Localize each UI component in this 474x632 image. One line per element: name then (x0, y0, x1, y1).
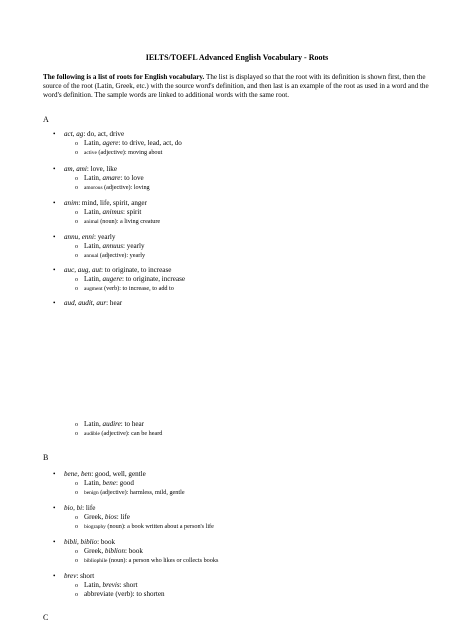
bullet-icon: • (53, 299, 56, 307)
source-language: Greek, (84, 513, 105, 521)
bullet-icon: • (53, 266, 56, 274)
page-title: IELTS/TOEFL Advanced English Vocabulary - Roots (145, 53, 329, 62)
root-line (64, 470, 146, 479)
example-definition: (adjective): moving about (96, 149, 163, 156)
source-language: Latin, (84, 174, 103, 182)
source-word: bios (104, 513, 117, 521)
source-definition: : short (119, 581, 138, 589)
circle-bullet-icon: o (75, 210, 78, 216)
section-heading-c: C (43, 613, 49, 622)
root-definition: : hear (106, 299, 123, 307)
circle-bullet-icon: o (75, 481, 78, 487)
circle-bullet-icon: o (75, 431, 78, 437)
root-definition: : to originate, to increase (101, 266, 172, 274)
root-term: bio, bi (64, 504, 83, 512)
root-term: bene, ben (64, 470, 92, 478)
example-definition: (verb): to shorten (113, 590, 165, 598)
circle-bullet-icon: o (75, 141, 78, 147)
source-language: Latin, (84, 420, 103, 428)
circle-bullet-icon: o (75, 549, 78, 555)
circle-bullet-icon: o (75, 176, 78, 182)
example-word-link[interactable]: benign (84, 490, 99, 496)
example-word-link[interactable]: augment (84, 286, 103, 292)
root-definition: : love, like (86, 165, 118, 173)
circle-bullet-icon: o (75, 219, 78, 225)
bullet-icon: • (53, 470, 56, 478)
bullet-icon: • (53, 504, 56, 512)
root-term: bibli, biblio (64, 538, 98, 546)
bullet-icon: • (53, 233, 56, 241)
root-definition: : life (82, 504, 96, 512)
source-word: agere (102, 139, 119, 147)
circle-bullet-icon: o (75, 524, 78, 530)
root-line (64, 572, 94, 581)
root-line (64, 233, 115, 242)
root-definition: : yearly (93, 233, 116, 241)
source-language: Latin, (84, 581, 103, 589)
example-definition: (noun): a book written about a person's life (105, 523, 214, 530)
section-heading-a: A (43, 115, 49, 124)
source-definition: : spirit (123, 208, 142, 216)
example-line (75, 183, 150, 193)
circle-bullet-icon: o (75, 185, 78, 191)
example-line (75, 522, 214, 532)
example-line (75, 429, 162, 439)
intro-paragraph (43, 73, 438, 100)
example-definition: (verb): to increase, to add to (102, 285, 174, 292)
example-line (75, 556, 218, 566)
circle-bullet-icon: o (75, 592, 78, 598)
source-word: brevis (102, 581, 120, 589)
root-definition: : do, act, drive (83, 130, 125, 138)
example-definition: (adjective): yearly (98, 252, 146, 259)
root-line (64, 504, 95, 513)
example-line (75, 284, 174, 294)
circle-bullet-icon: o (75, 422, 78, 428)
section-heading-b: B (43, 453, 49, 462)
circle-bullet-icon: o (75, 558, 78, 564)
source-definition: : to drive, lead, act, do (118, 139, 182, 147)
example-definition: (adjective): loving (102, 184, 150, 191)
circle-bullet-icon: o (75, 150, 78, 156)
circle-bullet-icon: o (75, 583, 78, 589)
source-definition: : to love (120, 174, 144, 182)
source-word: audire (102, 420, 121, 428)
root-definition: : book (97, 538, 116, 546)
source-language: Latin, (84, 208, 103, 216)
source-definition: : book (125, 547, 143, 555)
bullet-icon: • (53, 572, 56, 580)
example-line (75, 217, 160, 227)
example-definition: (adjective): harmless, mild, gentle (98, 489, 185, 496)
example-word-link[interactable]: biography (84, 524, 106, 530)
source-language: Greek, (84, 547, 105, 555)
root-term: act, ag (64, 130, 84, 138)
source-language: Latin, (84, 275, 103, 283)
example-line (75, 590, 165, 600)
root-term: aud, audit, aur (64, 299, 107, 307)
source-language: Latin, (84, 479, 103, 487)
root-line (64, 165, 117, 174)
bullet-icon: • (53, 130, 56, 138)
example-definition: (noun): a living creature (98, 218, 161, 225)
example-word-link[interactable]: audible (84, 431, 100, 437)
example-definition: (adjective): can be heard (99, 430, 163, 437)
example-word-link[interactable]: active (84, 150, 97, 156)
circle-bullet-icon: o (75, 515, 78, 521)
source-word: augere (102, 275, 122, 283)
bullet-icon: • (53, 199, 56, 207)
intro-bold: The following is a list of roots for English vocabulary. (43, 73, 205, 81)
source-definition: : life (116, 513, 130, 521)
bullet-icon: • (53, 165, 56, 173)
example-line (75, 148, 162, 158)
source-word: animus (102, 208, 124, 216)
root-line (64, 538, 115, 547)
source-word: biblion (104, 547, 125, 555)
intro-text: The list is displayed so that the root with its definition is shown first, then the source of the root (Latin, Greek, etc.) with the source word's definition, and then last is an example of the root as used in a word and the word's definition. The sample words are linked to additional words with the same root. (43, 73, 429, 99)
source-word: amare (102, 174, 121, 182)
example-line (75, 488, 185, 498)
source-definition: : to hear (120, 420, 145, 428)
root-term: brev (64, 572, 77, 580)
example-word-link[interactable]: abbreviate (84, 590, 114, 598)
root-line (64, 199, 147, 208)
root-term: anim (64, 199, 79, 207)
circle-bullet-icon: o (75, 286, 78, 292)
root-line (64, 130, 124, 139)
source-definition: : good (115, 479, 134, 487)
bullet-icon: • (53, 538, 56, 546)
example-definition: (noun): a person who likes or collects books (107, 557, 219, 564)
circle-bullet-icon: o (75, 253, 78, 259)
root-definition: : mind, life, spirit, anger (78, 199, 147, 207)
root-definition: : good, well, gentle (91, 470, 146, 478)
example-line (75, 251, 145, 261)
root-line (64, 299, 122, 308)
root-term: annu, enni (64, 233, 94, 241)
source-definition: : to originate, increase (121, 275, 185, 283)
root-line (64, 266, 171, 275)
circle-bullet-icon: o (75, 490, 78, 496)
source-word: bene (102, 479, 116, 487)
source-word: annuus (102, 242, 124, 250)
root-term: am, ami (64, 165, 87, 173)
circle-bullet-icon: o (75, 244, 78, 250)
source-language: Latin, (84, 139, 103, 147)
circle-bullet-icon: o (75, 277, 78, 283)
root-definition: : short (76, 572, 95, 580)
example-word-link[interactable]: bibliophile (84, 558, 108, 564)
example-word-link[interactable]: annual (84, 253, 99, 259)
example-word-link[interactable]: animal (84, 219, 99, 225)
example-word-link[interactable]: amorous (84, 185, 103, 191)
source-definition: : yearly (123, 242, 145, 250)
root-term: auc, aug, aut (64, 266, 102, 274)
source-language: Latin, (84, 242, 103, 250)
